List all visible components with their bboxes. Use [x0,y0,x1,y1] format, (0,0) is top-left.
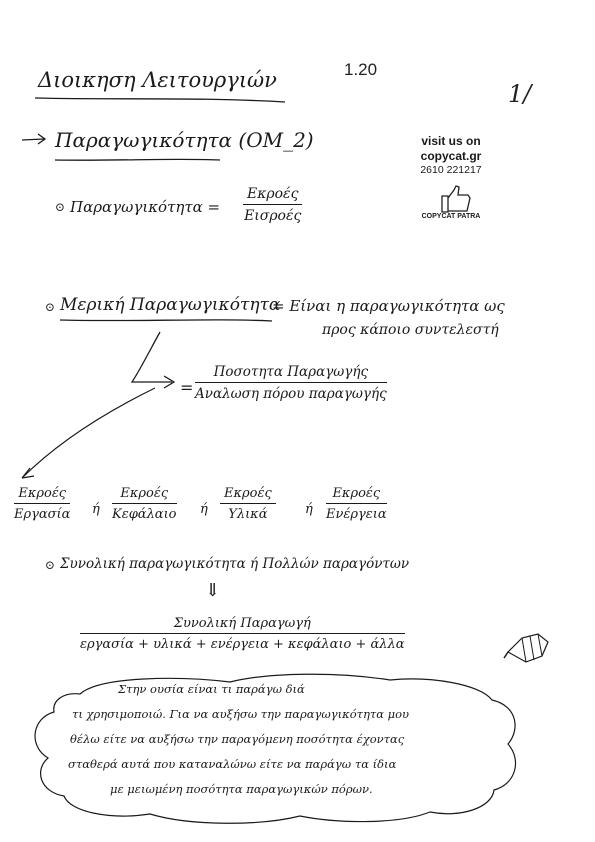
title-underline [35,98,285,102]
corner-mark: 1/ [508,80,532,108]
productivity-fraction [243,186,302,224]
partial-definition-2: προς κάποιο συντελεστή [322,322,499,338]
fraction-numerator: Εκροές [243,186,302,205]
fraction-numerator: Συνολική Παραγωγή [80,616,405,634]
pencil-doodle-icon [504,634,548,662]
total-label: Συνολική παραγωγικότητα ή Πολλών παραγόντων [60,556,410,572]
ad-brand: COPYCAT PATRA [421,213,481,220]
fraction-numerator: Εκροές [326,486,387,504]
example-energy [326,486,387,522]
example-labour [14,486,70,522]
ad-line1: visit us on [421,134,481,148]
or-word: ή [92,502,100,517]
equals-sign: = [180,378,194,397]
or-word: ή [305,502,313,517]
summary-line: τι χρησιμοποιώ. Για να αυξήσω την παραγωγικότητα μου [72,707,410,721]
summary-cloud [35,674,516,823]
fraction-denominator: Κεφάλαιο [112,507,177,522]
summary-line: Στην ουσία είναι τι παράγω διά [118,682,305,696]
partial-label: Μερική Παραγωγικότητα [60,295,281,315]
copycat-ad [396,134,506,220]
fraction-denominator: εργασία + υλικά + ενέργεια + κεφάλαιο + άλλα [80,637,405,652]
partial-fraction [195,364,387,402]
example-capital [112,486,177,522]
summary-line: σταθερά αυτά που καταναλώνω είτε να παράγω τα ίδια [68,757,397,771]
summary-line: με μειωμένη ποσότητα παραγωγικών πόρων. [110,782,373,796]
or-word: ή [200,502,208,517]
fraction-denominator: Υλικά [228,507,268,522]
fraction-numerator: Εκροές [112,486,177,504]
fraction-numerator: Εκροές [14,486,70,504]
fraction-denominator: Ενέργεια [326,507,387,522]
partial-bracket-arrow [132,332,172,382]
summary-line: θέλω είτε να αυξήσω την παραγόμενη ποσότητα έχοντας [70,732,405,746]
bullet: ⊙ [55,200,66,214]
examples-arrow [22,388,155,478]
fraction-denominator: Αναλωση πόρου παραγωγής [195,386,387,402]
down-arrow-icon: ⇓ [205,580,221,601]
topic-arrow [22,139,44,140]
ad-line2: copycat.gr [420,149,482,163]
fraction-denominator: Εργασία [14,507,71,522]
bullet: ⊙ [45,558,56,572]
bullet: ⊙ [45,300,56,314]
fraction-denominator: Εισροές [244,208,302,224]
topic-underline [55,159,220,160]
fraction-numerator: Εκροές [220,486,276,504]
ad-phone: 2610 221217 [420,164,482,176]
fraction-numerator: Ποσοτητα Παραγωγής [195,364,387,383]
partial-underline [60,320,272,321]
partial-definition-1: = Είναι η παραγωγικότητα ως [272,297,505,315]
topic-heading: Παραγωγικότητα (ΟΜ_2) [55,128,314,152]
total-fraction [80,616,405,652]
page-number: 1.20 [344,60,378,79]
page-title: Διοικηση Λειτουργιών [38,68,277,92]
productivity-label: Παραγωγικότητα = [70,198,221,216]
example-materials [220,486,276,522]
